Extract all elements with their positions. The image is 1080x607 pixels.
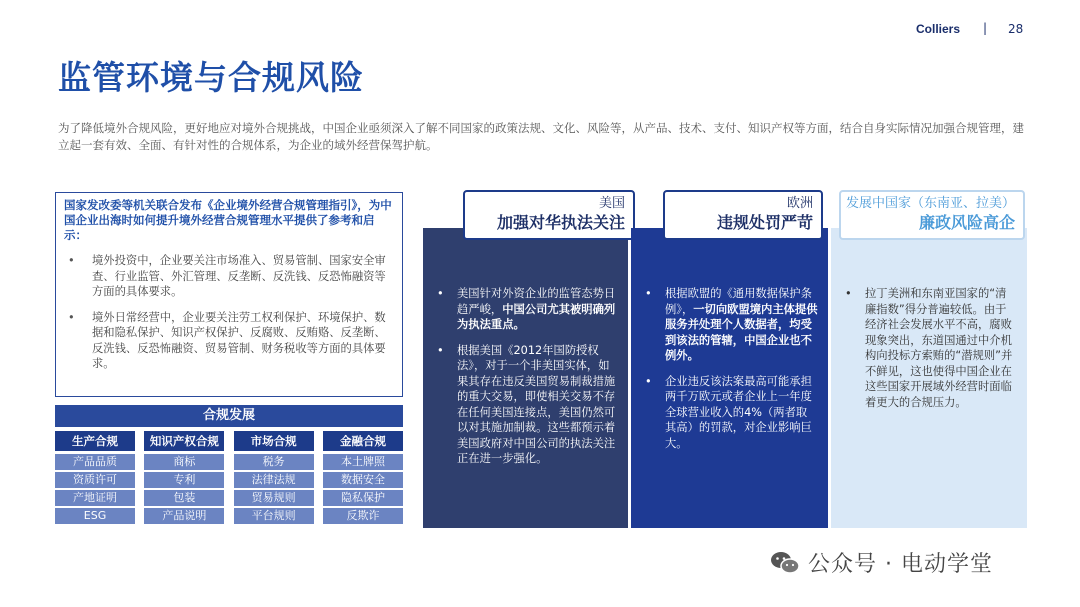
guideline-box	[55, 192, 403, 397]
region-headline: 违规处罚严苛	[716, 213, 813, 232]
region-point	[643, 286, 818, 364]
region-point: • 根据美国《2012年国防授权法》，对于一个非美国实体，如果其存在违反美国贸易制裁措施的重大交易，即使相关交易不存在任何美国连接点，美国仍然可以对其施加制裁。这些都预示着美国政府对中国公司的执法关注正在进一步强化。	[435, 343, 618, 467]
region-headline: 加强对华执法关注	[496, 213, 625, 232]
compliance-cell: 反欺诈	[323, 508, 403, 524]
point-emphasis: 中国公司尤其被明确列为执法重点。	[457, 302, 616, 331]
region-point: • 企业违反该法案最高可能承担两千万欧元或者企业上一年度全球营业收入的4%（两者取其高）的罚款，对企业影响巨大。	[643, 374, 818, 452]
region-points	[643, 286, 818, 461]
point-text: 根据欧盟的《通用数据保护条例》，	[665, 287, 812, 316]
region-headline: 廉政风险高企	[918, 213, 1015, 232]
region-label	[463, 190, 635, 240]
compliance-cell: ESG	[55, 508, 135, 524]
compliance-cell: 资质许可	[55, 472, 135, 488]
page-title: 监管环境与合规风险	[58, 58, 364, 97]
wechat-icon	[770, 550, 800, 576]
region-point	[435, 286, 618, 333]
compliance-cell: 平台规则	[234, 508, 314, 524]
compliance-cell: 产品品质	[55, 454, 135, 470]
compliance-column	[234, 431, 314, 526]
compliance-table	[55, 405, 403, 526]
region-name: 发展中国家（东南亚、拉美）	[845, 196, 1015, 211]
point-text: 美国针对外资企业的监管态势日趋严峻，	[457, 287, 616, 316]
region-name: 欧洲	[786, 196, 813, 211]
guideline-item: • 境外日常经营中，企业要关注劳工权利保护、环境保护、数据和隐私保护、知识产权保护、反腐败、反贿赂、反垄断、反洗钱、反恐怖融资、贸易管制、财务税收等方面的具体要求。	[64, 310, 394, 372]
brand-logo: Colliers	[916, 22, 961, 36]
compliance-cell: 数据安全	[323, 472, 403, 488]
compliance-column	[55, 431, 135, 526]
watermark	[770, 547, 993, 578]
compliance-column	[323, 431, 403, 526]
compliance-column-head: 市场合规	[234, 431, 314, 451]
guideline-item: • 境外投资中，企业要关注市场准入、贸易管制、国家安全审查、行业监管、外汇管理、反垄断、反洗钱、反恐怖融资等方面的具体要求。	[64, 253, 394, 300]
region-label	[839, 190, 1025, 240]
compliance-column	[144, 431, 224, 526]
compliance-cell: 包装	[144, 490, 224, 506]
compliance-cell: 产地证明	[55, 490, 135, 506]
intro-paragraph: 为了降低境外合规风险，更好地应对境外合规挑战，中国企业亟须深入了解不同国家的政策法规、文化、风险等，从产品、技术、支付、知识产权等方面，结合自身实际情况加强合规管理，建立起一套有效、全面、有针对性的合规体系，为企业的域外经营保驾护航。	[58, 121, 1024, 152]
compliance-column-head: 生产合规	[55, 431, 135, 451]
compliance-column-head: 金融合规	[323, 431, 403, 451]
compliance-cell: 商标	[144, 454, 224, 470]
compliance-title: 合规发展	[55, 405, 403, 427]
compliance-cell: 专利	[144, 472, 224, 488]
compliance-cell: 隐私保护	[323, 490, 403, 506]
guideline-heading: 国家发改委等机关联合发布《企业境外经营合规管理指引》，为中国企业出海时如何提升境外经营合规管理水平提供了参考和启示：	[64, 198, 392, 242]
region-points	[435, 286, 618, 477]
region-label	[663, 190, 823, 240]
compliance-cell: 产品说明	[144, 508, 224, 524]
compliance-cell: 法律法规	[234, 472, 314, 488]
region-point: • 拉丁美洲和东南亚国家的“清廉指数”得分普遍较低。由于经济社会发展水平不高，腐败现象突出，东道国通过中介机构向投标方索贿的“潜规则”并不鲜见，这也使得中国企业在这些国家开展域外经营时面临着更大的合规压力。	[843, 286, 1017, 410]
guideline-list	[64, 253, 394, 372]
compliance-cell: 贸易规则	[234, 490, 314, 506]
page-number: 28	[1008, 22, 1024, 36]
watermark-text: 公众号 · 电动学堂	[808, 552, 993, 577]
compliance-cell: 税务	[234, 454, 314, 470]
header-separator: |	[983, 21, 988, 35]
region-name: 美国	[598, 196, 625, 211]
compliance-cell: 本土牌照	[323, 454, 403, 470]
region-points	[843, 286, 1017, 420]
compliance-column-head: 知识产权合规	[144, 431, 224, 451]
point-emphasis: 一切向欧盟境内主体提供服务并处理个人数据者，均受到该法的管辖，中国企业也不例外。	[665, 302, 818, 362]
